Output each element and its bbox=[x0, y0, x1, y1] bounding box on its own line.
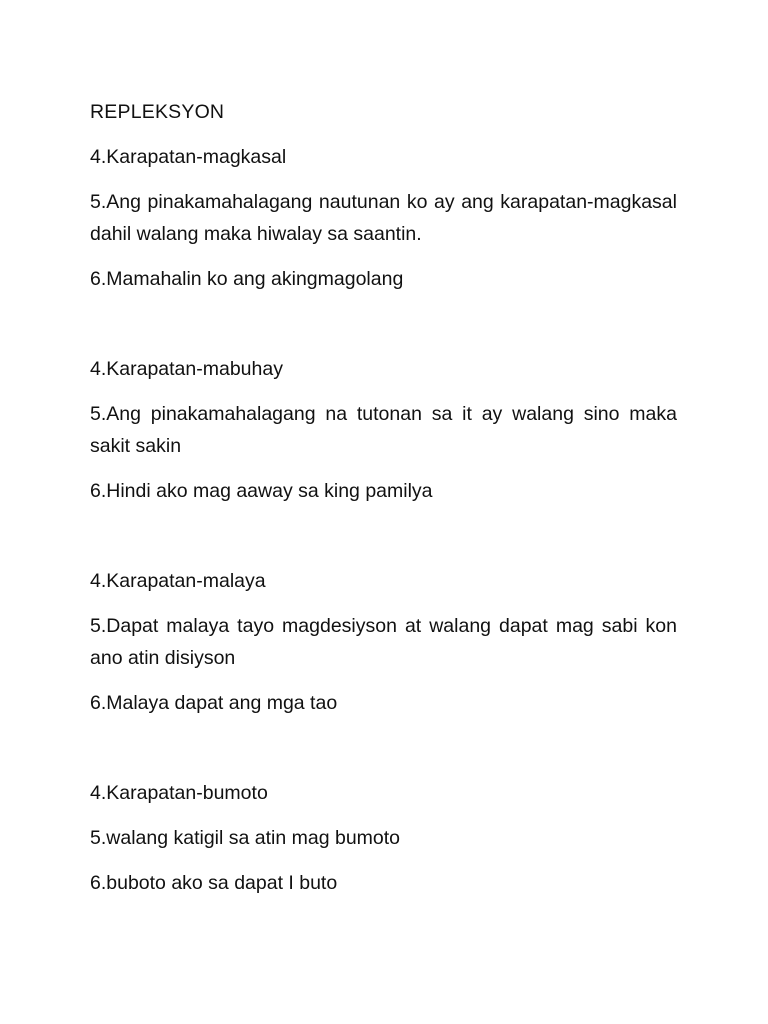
item-4-right: 4.Karapatan-bumoto bbox=[90, 782, 268, 804]
item-6-action: 6.Hindi ako mag aaway sa king pamilya bbox=[90, 480, 433, 502]
item-4-right: 4.Karapatan-mabuhay bbox=[90, 358, 283, 380]
item-6-action: 6.buboto ako sa dapat I buto bbox=[90, 872, 338, 894]
item-5-lesson: 5.Ang pinakamahalagang nautunan ko ay ang karapatan-magkasal dahil walang maka hiwalay sa saantin. bbox=[90, 191, 677, 245]
item-5-lesson: 5.walang katigil sa atin mag bumoto bbox=[90, 827, 401, 849]
document-page bbox=[90, 96, 677, 957]
item-5-lesson: 5.Ang pinakamahalagang na tutonan sa it ay walang sino maka sakit sakin bbox=[90, 403, 677, 457]
reflection-section-3 bbox=[90, 565, 677, 719]
document-title: REPLEKSYON bbox=[90, 101, 225, 123]
reflection-section-4 bbox=[90, 777, 677, 899]
item-4-right: 4.Karapatan-malaya bbox=[90, 570, 266, 592]
reflection-section-2 bbox=[90, 353, 677, 507]
item-4-right: 4.Karapatan-magkasal bbox=[90, 146, 287, 168]
reflection-section-1 bbox=[90, 141, 677, 295]
item-6-action: 6.Malaya dapat ang mga tao bbox=[90, 692, 338, 714]
item-5-lesson: 5.Dapat malaya tayo magdesiyson at walang dapat mag sabi kon ano atin disiyson bbox=[90, 615, 677, 669]
item-6-action: 6.Mamahalin ko ang akingmagolang bbox=[90, 268, 404, 290]
